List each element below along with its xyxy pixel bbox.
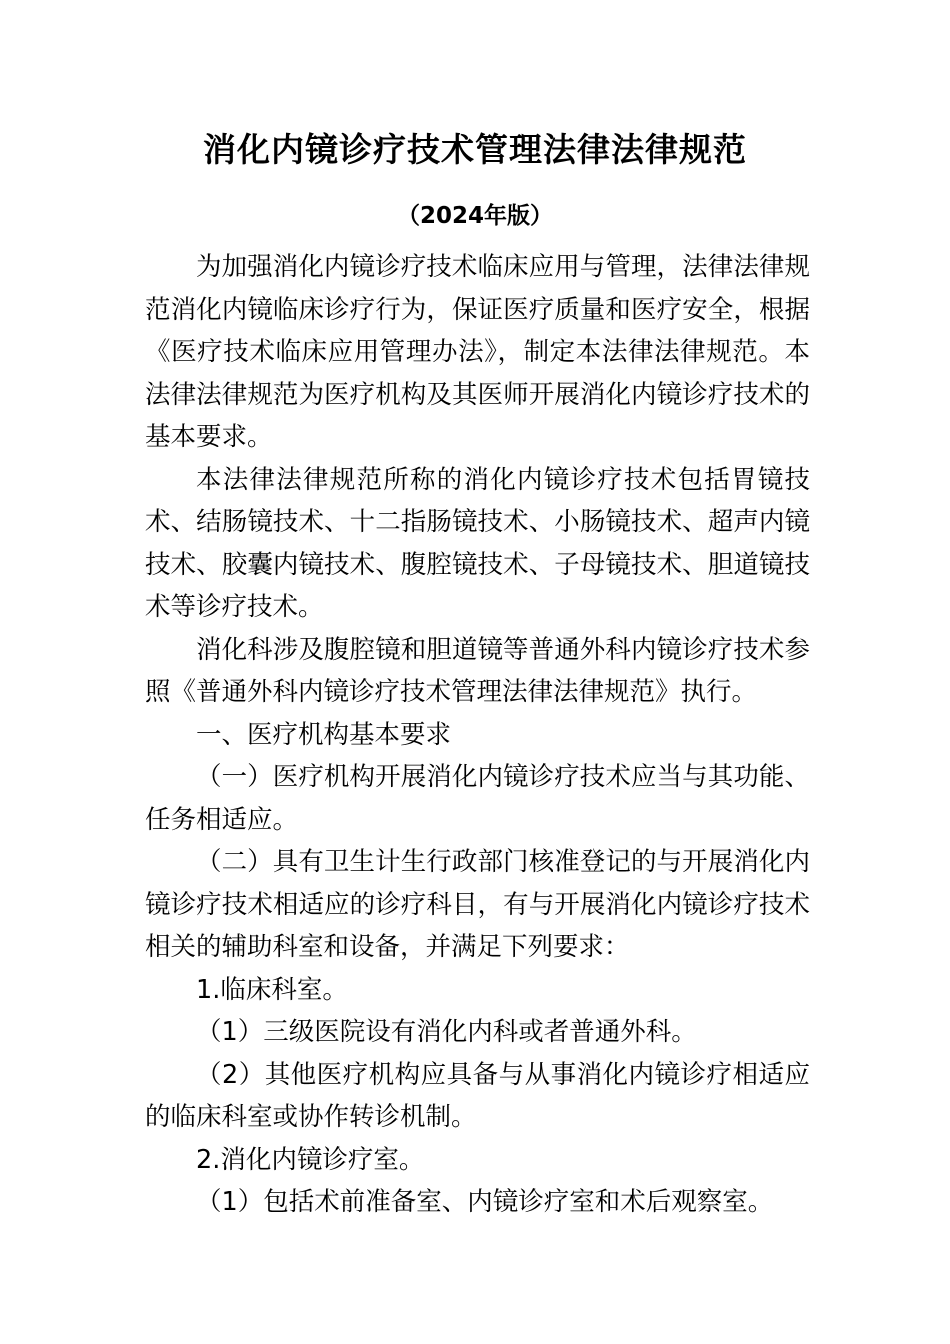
paragraph: 为加强消化内镜诊疗技术临床应用与管理，法律法律规范消化内镜临床诊疗行为，保证医疗质量和医疗安全，根据《医疗技术临床应用管理办法》，制定本法律法律规范。本法律法律规范为医疗机构及其医师开展消化内镜诊疗技术的基本要求。 <box>145 252 810 452</box>
list-item: （1）三级医院设有消化内科或者普通外科。 <box>196 1017 697 1047</box>
section-heading: 一、医疗机构基本要求 <box>196 719 452 750</box>
edition-label: （2024年版） <box>396 203 553 229</box>
paragraph: 消化科涉及腹腔镜和胆道镜等普通外科内镜诊疗技术参照《普通外科内镜诊疗技术管理法律法律规范》执行。 <box>145 634 810 707</box>
subsection-heading: 2.消化内镜诊疗室。 <box>196 1144 425 1175</box>
paragraph: （二）具有卫生计生行政部门核准登记的与开展消化内镜诊疗技术相适应的诊疗科目，有与开展消化内镜诊疗技术相关的辅助科室和设备，并满足下列要求： <box>145 847 810 962</box>
paragraph: （一）医疗机构开展消化内镜诊疗技术应当与其功能、任务相适应。 <box>145 762 810 835</box>
subsection-heading: 1.临床科室。 <box>196 974 348 1005</box>
list-item: （2）其他医疗机构应具备与从事消化内镜诊疗相适应的临床科室或协作转诊机制。 <box>145 1059 810 1132</box>
document-title: 消化内镜诊疗技术管理法律法律规范 <box>203 130 747 169</box>
list-item: （1）包括术前准备室、内镜诊疗室和术后观察室。 <box>196 1187 774 1217</box>
paragraph: 本法律法律规范所称的消化内镜诊疗技术包括胃镜技术、结肠镜技术、十二指肠镜技术、小肠镜技术、超声内镜技术、胶囊内镜技术、腹腔镜技术、子母镜技术、胆道镜技术等诊疗技术。 <box>145 464 810 622</box>
document-body <box>145 246 810 1224</box>
